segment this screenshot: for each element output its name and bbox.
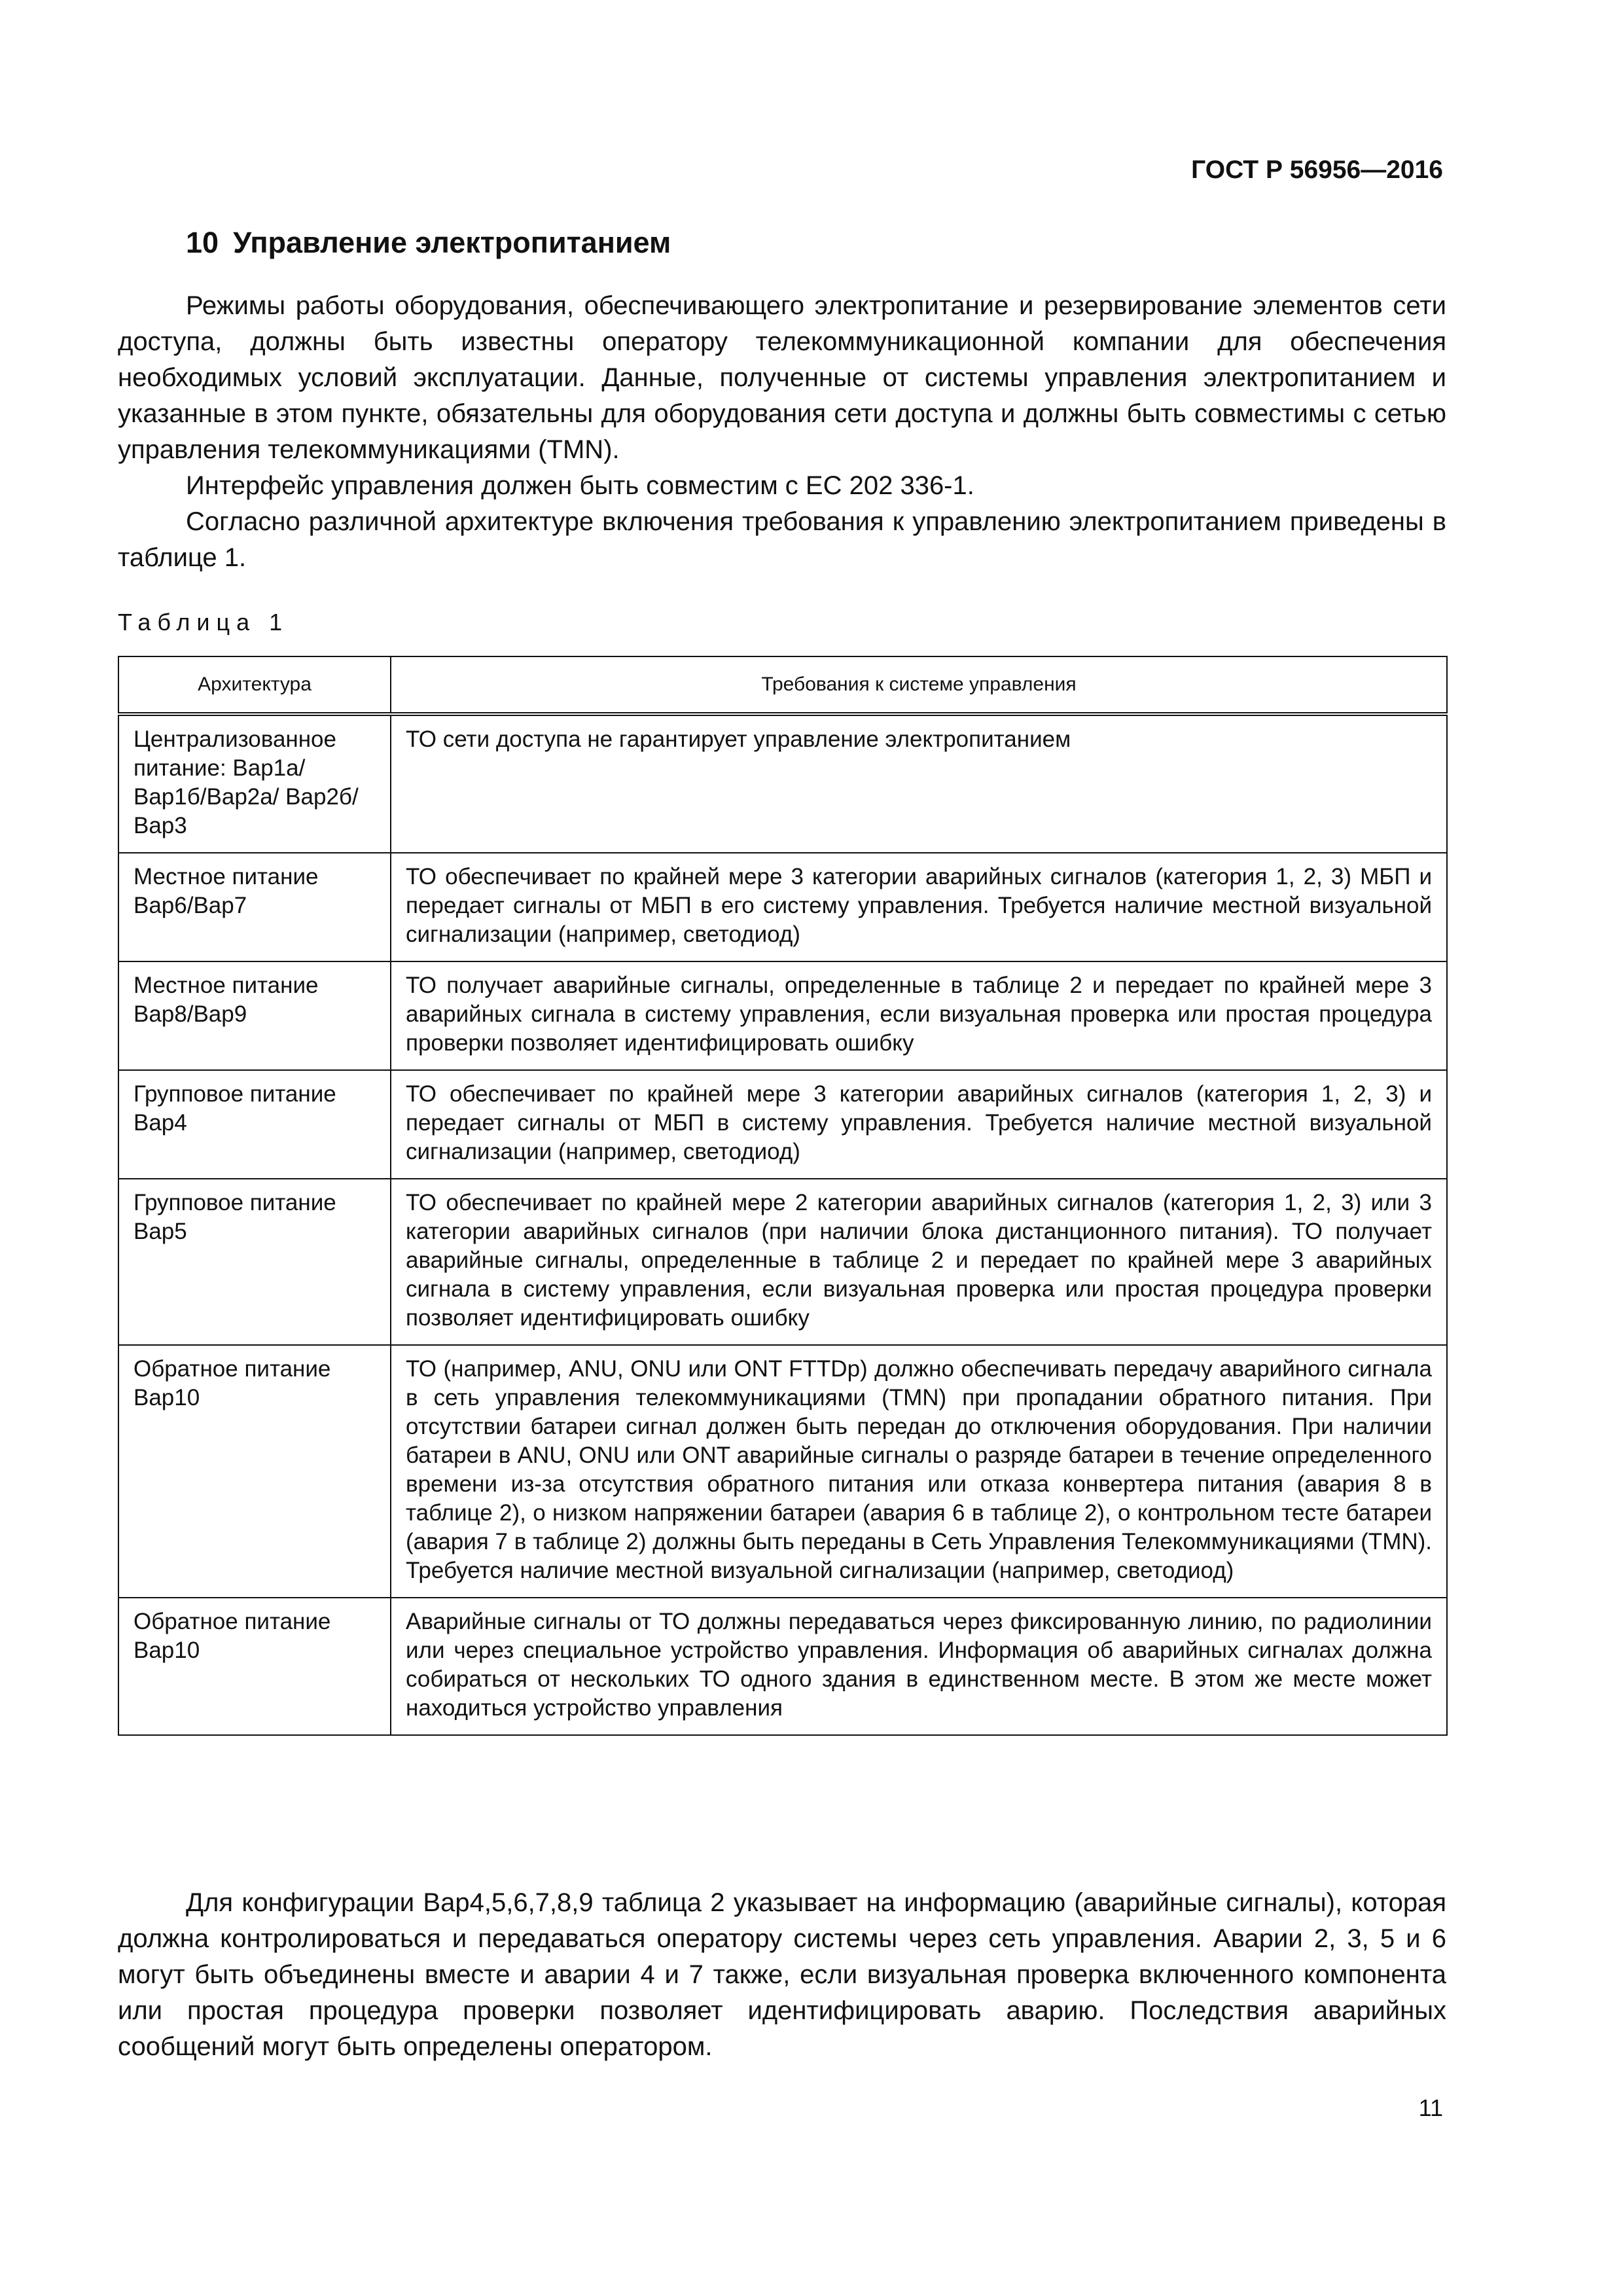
requirements-table: [118, 656, 1448, 1736]
table-row: [118, 961, 1447, 1070]
section-title: Управление электропитанием: [233, 226, 671, 259]
page-number: 11: [1418, 2094, 1443, 2121]
architecture-cell: Местное питание Вар8/Вар9: [118, 961, 391, 1070]
document-standard-number: ГОСТ Р 56956—2016: [1191, 156, 1443, 184]
architecture-cell: Местное питание Вар6/Вар7: [118, 853, 391, 961]
requirements-cell: ТО обеспечивает по крайней мере 3 категории аварийных сигналов (категория 1, 2, 3) и передает сигналы от МБП в систему управления. Требуется наличие местной визуальной сигнализации (например, светодиод): [391, 1070, 1447, 1179]
paragraph: Для конфигурации Вар4,5,6,7,8,9 таблица 2 указывает на информацию (аварийные сигналы), которая должна контролироваться и передаваться оператору системы через сеть управления. Аварии 2, 3, 5 и 6 могут быть объединены вместе и аварии 4 и 7 также, если визуальная проверка включенного компонента или простая процедура проверки позволяет идентифицировать аварию. Последствия аварийных сообщений могут быть определены оператором.: [118, 1888, 1446, 2061]
requirements-cell: ТО получает аварийные сигналы, определенные в таблице 2 и передает по крайней мере 3 аварийных сигнала в систему управления, если визуальная проверка или простая процедура проверки позволяет идентифицировать ошибку: [391, 961, 1447, 1070]
paragraph: Режимы работы оборудования, обеспечивающего электропитание и резервирование элементов сети доступа, должны быть известны оператору телекоммуникационной компании для обеспечения необходимых условий эксплуатации. Данные, полученные от системы управления электропитанием и указанные в этом пункте, обязательны для оборудования сети доступа и должны быть совместимы с сетью управления телекоммуникациями (TMN).: [118, 291, 1446, 464]
architecture-cell: Централизованное питание: Вар1а/Вар1б/Вар2а/ Вар2б/Вар3: [118, 714, 391, 853]
table-row: [118, 714, 1447, 853]
section-number: 10: [186, 226, 219, 259]
column-header-requirements: Требования к системе управления: [391, 656, 1447, 714]
requirements-cell: ТО обеспечивает по крайней мере 2 категории аварийных сигналов (категория 1, 2, 3) или 3 категории аварийных сигналов (при наличии блока дистанционного питания). ТО получает аварийные сигналы, определенные в таблице 2 и передает по крайней мере 3 аварийных сигнала в систему управления, если визуальная проверка или простая процедура проверки позволяет идентифицировать ошибку: [391, 1179, 1447, 1345]
table-row: [118, 1345, 1447, 1598]
paragraph: Интерфейс управления должен быть совместим с ЕС 202 336-1.: [186, 471, 974, 500]
architecture-cell: Обратное питание Вар10: [118, 1345, 391, 1598]
architecture-cell: Обратное питание Вар10: [118, 1598, 391, 1735]
requirements-cell: Аварийные сигналы от ТО должны передаваться через фиксированную линию, по радиолинии или через специальное устройство управления. Информация об аварийных сигналах должна собираться от нескольких ТО одного здания в единственном месте. В этом же месте может находиться устройство управления: [391, 1598, 1447, 1735]
closing-text: [118, 1885, 1446, 2065]
table-row: [118, 1070, 1447, 1179]
table-row: [118, 853, 1447, 961]
architecture-cell: Групповое питание Вар5: [118, 1179, 391, 1345]
requirements-cell: ТО (например, ANU, ONU или ONT FTTDp) должно обеспечивать передачу аварийного сигнала в сеть управления телекоммуникациями (TMN) при пропадании обратного питания. При отсутствии батареи сигнал должен быть передан до отключения оборудования. При наличии батареи в ANU, ONU или ONT аварийные сигналы о разряде батареи в течение определенного времени из-за отсутствия обратного питания или отказа конвертера питания (авария 8 в таблице 2), о низком напряжении батареи (авария 6 в таблице 2), о контрольном тесте батареи (авария 7 в таблице 2) должны быть переданы в Сеть Управления Телекоммуникациями (TMN). Требуется наличие местной визуальной сигнализации (например, светодиод): [391, 1345, 1447, 1598]
table-row: [118, 1179, 1447, 1345]
table-row: [118, 1598, 1447, 1735]
column-header-architecture: Архитектура: [118, 656, 391, 714]
architecture-cell: Групповое питание Вар4: [118, 1070, 391, 1179]
requirements-cell: ТО сети доступа не гарантирует управление электропитанием: [391, 714, 1447, 853]
table-header-row: [118, 656, 1447, 714]
paragraph: Согласно различной архитектуре включения требования к управлению электропитанием приведены в таблице 1.: [118, 507, 1446, 572]
requirements-cell: ТО обеспечивает по крайней мере 3 категории аварийных сигналов (категория 1, 2, 3) МБП и передает сигналы от МБП в его систему управления. Требуется наличие местной визуальной сигнализации (например, светодиод): [391, 853, 1447, 961]
intro-text: [118, 288, 1446, 576]
section-heading: [186, 226, 671, 260]
table-caption: Таблица 1: [118, 609, 289, 636]
